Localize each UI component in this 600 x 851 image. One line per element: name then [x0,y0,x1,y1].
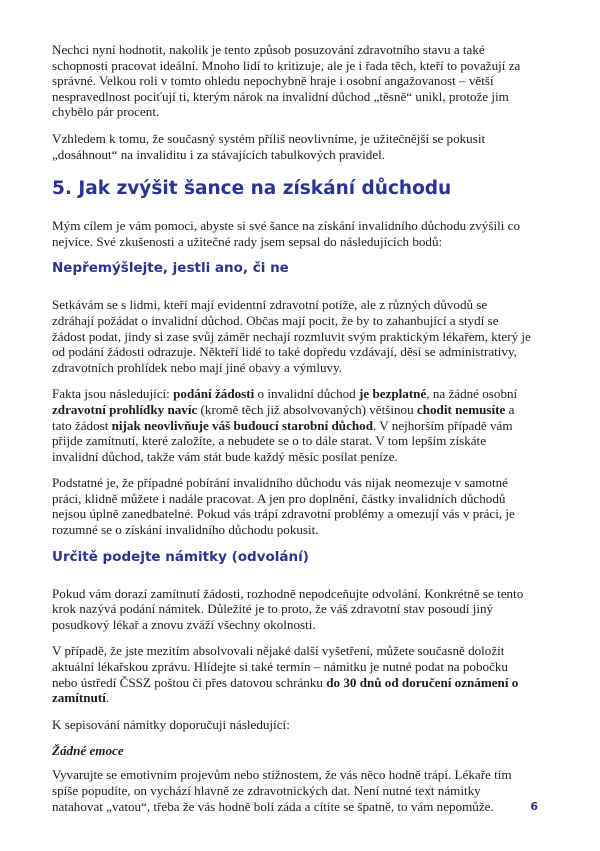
page-number: 6 [530,800,538,813]
paragraph-recommendation: K sepisování námitky doporučuji následující: [52,716,290,732]
section-heading: 5. Jak zvýšit šance na získání důchodu [52,178,452,200]
paragraph-emotions: Vyvarujte se emotivním projevům nebo stížnostem, že vás něco hodně trápí. Lékaře tím spíše popudíte, on vychází hlavně ze zdravotnických dat. Není nutné text námitky natahovat „vatou“, třeba že vás hodně bolí záda a cítíte se špatně, to vám nepomůže. [52,767,512,814]
paragraph-assessment: Nechci nyní hodnotit, nakolik je tento způsob posuzování zdravotního stavu a také schopnosti pracovat ideální. Mnoho lidí to kritizuje, ale je i řada těch, kteří to považují za správné. Velkou roli v tomto ohledu nepochybně hraje i osobní angažovanost – větší nespravedlnost pociťují ti, kterým nárok na invalidní důchod „těsně“ unikl, protože jim chybělo pár procent. [52,42,521,120]
paragraph-rejection: Pokud vám dorazí zamítnutí žádosti, rozhodně nepodceňujte odvolání. Konkrétně se tento krok nazývá podání námitek. Důležité je to proto, že váš zdravotní stav posoudí jiný posudkový lékař a znovu zváží všechny okolnosti. [52,585,524,632]
subheading-dont-hesitate: Nepřemýšlejte, jestli ano, či ne [52,260,289,277]
paragraph-deadline: V případě, že jste mezitím absolvovali nějaké další vyšetření, můžete současně doložit aktuální lékařskou zprávu. Hlídejte si také termín – námitku je nutné podat na pobočku nebo ústředí ČSSZ poštou či přes datovou schránku do 30 dnů od doručení oznámení o zamítnutí. [52,643,519,706]
subheading-objections: Určitě podejte námitky (odvolání) [52,548,309,565]
paragraph-goal: Mým cílem je vám pomoci, abyste si své šance na získání invalidního důchodu zvýšili co nejvíce. Své zkušenosti a užitečné rady jsem sepsal do následujících bodů: [52,218,520,249]
paragraph-system: Vzhledem k tomu, že současný systém příliš neovlivníme, je užitečnější se pokusit „dosáhnout“ na invaliditu i za stávajících tabulkových pravidel. [52,130,486,162]
paragraph-facts: Fakta jsou následující: podání žádosti o invalidní důchod je bezplatné, na žádné osobní zdravotní prohlídky navíc (kromě těch již absolvovaných) většinou chodit nemusíte a tato žádost nijak neovlivňuje váš budoucí starobní důchod. V nejhorším případě vám přijde zamítnutí, které založíte, a nebudete se o to dále starat. V tom lepším získáte invalidní důchod, takže vám stát bude každý měsíc posílat peníze. [52,386,518,464]
subheading-no-emotions: Žádné emoce [52,743,124,759]
paragraph-hesitation: Setkávám se s lidmi, kteří mají evidentní zdravotní potíže, ale z různých důvodů se zdráhají požádat o invalidní důchod. Občas mají pocit, že by to zahanbující a stydí se žádost podat, jindy si zase svůj záměr nechají rozmluvit svým praktickým lékařem, který je od podání žádosti odrazuje. Někteří lidé to také dopředu vzdávají, děsí se administrativy, zdravotních prohlídek nebo mají jiné obavy a výmluvy. [52,297,531,375]
paragraph-work: Podstatné je, že případné pobírání invalidního důchodu vás nijak neomezuje v samotné práci, klidně můžete i nadále pracovat. A jen pro doplnění, částky invalidních důchodů nejsou úplně zanedbatelné. Pokud vás trápí zdravotní problémy a omezují vás v práci, je rozumné se o získání invalidního důchodu pokusit. [52,475,515,538]
